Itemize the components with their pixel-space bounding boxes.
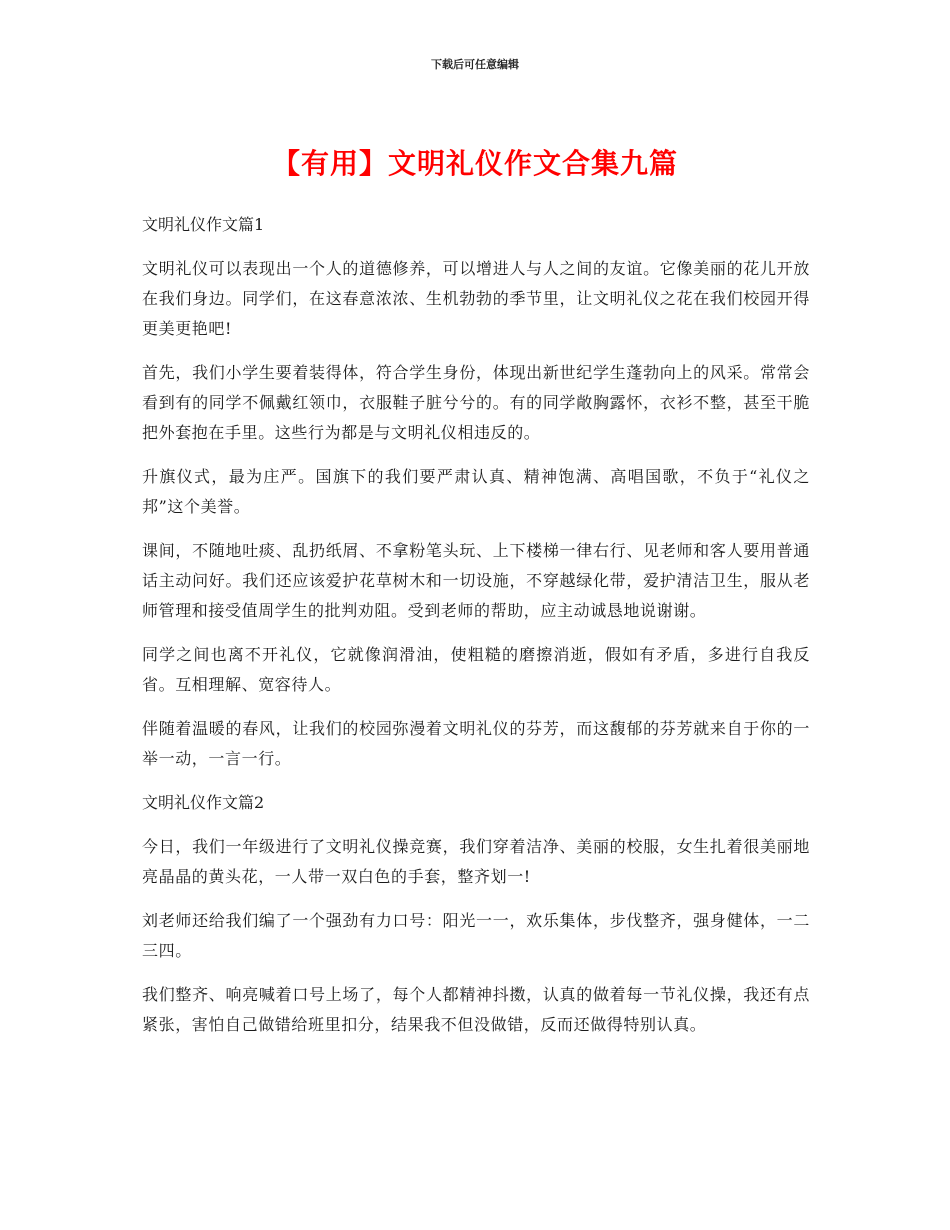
paragraph: 刘老师还给我们编了一个强劲有力口号：阳光一一，欢乐集体，步伐整齐，强身健体，一二三四。 xyxy=(142,911,810,960)
header-note: 下载后可任意编辑 xyxy=(431,58,519,71)
paragraph: 升旗仪式，最为庄严。国旗下的我们要严肃认真、精神饱满、高唱国歌，不负于“礼仪之邦”这个美誉。 xyxy=(142,467,810,516)
section-heading: 文明礼仪作文篇1 xyxy=(142,215,265,234)
paragraph: 文明礼仪可以表现出一个人的道德修养，可以增进人与人之间的友谊。它像美丽的花儿开放在我们身边。同学们，在这春意浓浓、生机勃勃的季节里，让文明礼仪之花在我们校园开得更美更艳吧! xyxy=(142,259,810,338)
document-title: 【有用】文明礼仪作文合集九篇 xyxy=(271,147,678,180)
section-heading: 文明礼仪作文篇2 xyxy=(142,793,265,812)
paragraph: 同学之间也离不开礼仪，它就像润滑油，使粗糙的磨擦消逝，假如有矛盾，多进行自我反省。互相理解、宽容待人。 xyxy=(142,645,810,694)
paragraph: 首先，我们小学生要着装得体，符合学生身份，体现出新世纪学生蓬勃向上的风采。常常会看到有的同学不佩戴红领巾，衣服鞋子脏兮兮的。有的同学敞胸露怀，衣衫不整，甚至干脆把外套抱在手里。这些行为都是与文明礼仪相违反的。 xyxy=(142,363,810,442)
section-1 xyxy=(142,210,810,774)
document-body xyxy=(142,210,810,1054)
paragraph: 我们整齐、响亮喊着口号上场了，每个人都精神抖擞，认真的做着每一节礼仪操，我还有点紧张，害怕自己做错给班里扣分，结果我不但没做错，反而还做得特别认真。 xyxy=(142,985,810,1034)
paragraph: 课间，不随地吐痰、乱扔纸屑、不拿粉笔头玩、上下楼梯一律右行、见老师和客人要用普通话主动问好。我们还应该爱护花草树木和一切设施，不穿越绿化带，爱护清洁卫生，服从老师管理和接受值周学生的批判劝阻。受到老师的帮助，应主动诚恳地说谢谢。 xyxy=(142,541,810,620)
paragraph: 伴随着温暖的春风，让我们的校园弥漫着文明礼仪的芬芳，而这馥郁的芬芳就来自于你的一举一动，一言一行。 xyxy=(142,719,810,768)
paragraph: 今日，我们一年级进行了文明礼仪操竞赛，我们穿着洁净、美丽的校服，女生扎着很美丽地亮晶晶的黄头花，一人带一双白色的手套，整齐划一! xyxy=(142,837,810,886)
section-2 xyxy=(142,788,810,1040)
